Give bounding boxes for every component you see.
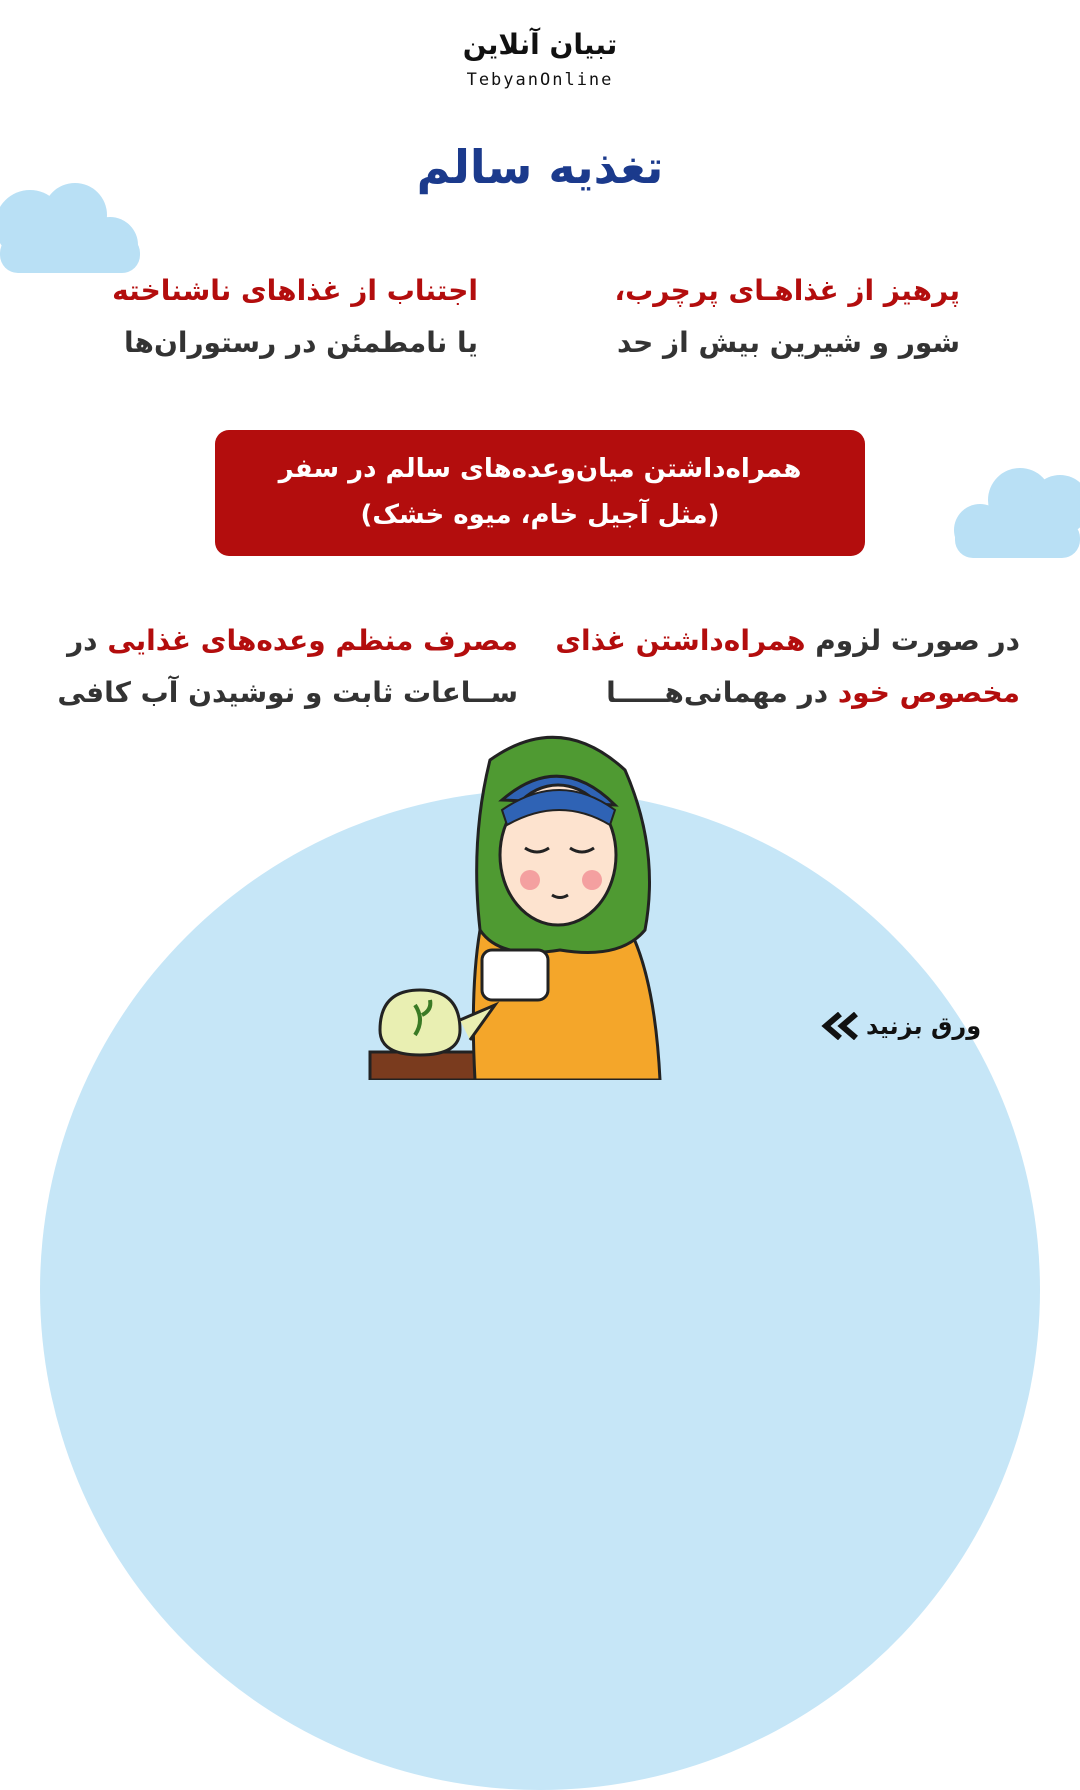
tip-bottom-left bbox=[57, 615, 518, 719]
logo-latin: TebyanOnline bbox=[466, 70, 614, 90]
cloud-icon bbox=[950, 460, 1080, 560]
text-emphasis: همراه‌داشتن غذای bbox=[555, 624, 806, 657]
text: در bbox=[67, 624, 108, 657]
next-page-label: ورق بزنید bbox=[866, 1012, 982, 1040]
next-page-button[interactable] bbox=[820, 1012, 981, 1040]
text-emphasis: مصرف منظم وعده‌های غذایی bbox=[107, 624, 518, 657]
tip-right-line1: پرهیز از غذاهـای پرچرب، bbox=[614, 274, 960, 307]
tip-right bbox=[614, 265, 960, 369]
text: در مهمانی‌هـــــا bbox=[606, 676, 838, 709]
page-title: تغذیه سالم bbox=[416, 140, 664, 194]
text-emphasis: مخصوص خود bbox=[837, 676, 1020, 709]
tip-left-line2: یا نامطمئن در رستوران‌ها bbox=[124, 326, 478, 359]
text: ســاعات ثابت و نوشیدن آب کافی bbox=[57, 676, 518, 709]
tip-left bbox=[112, 265, 478, 369]
woman-drinking-tea-illustration bbox=[360, 730, 680, 1080]
tip-right-line2: شور و شیرین بیش از حد bbox=[616, 326, 960, 359]
logo-persian: تبیان آنلاین bbox=[462, 28, 618, 61]
highlight-box bbox=[215, 430, 865, 556]
text: در صورت لزوم bbox=[805, 624, 1020, 657]
highlight-line2: (مثل آجیل خام، میوه خشک) bbox=[360, 500, 720, 530]
highlight-line1: همراه‌داشتن میان‌وعده‌های سالم در سفر bbox=[278, 454, 802, 484]
tip-bottom-right bbox=[555, 615, 1020, 719]
tip-left-line1: اجتناب از غذاهای ناشناخته bbox=[112, 274, 478, 307]
double-chevron-left-icon bbox=[820, 1012, 860, 1040]
